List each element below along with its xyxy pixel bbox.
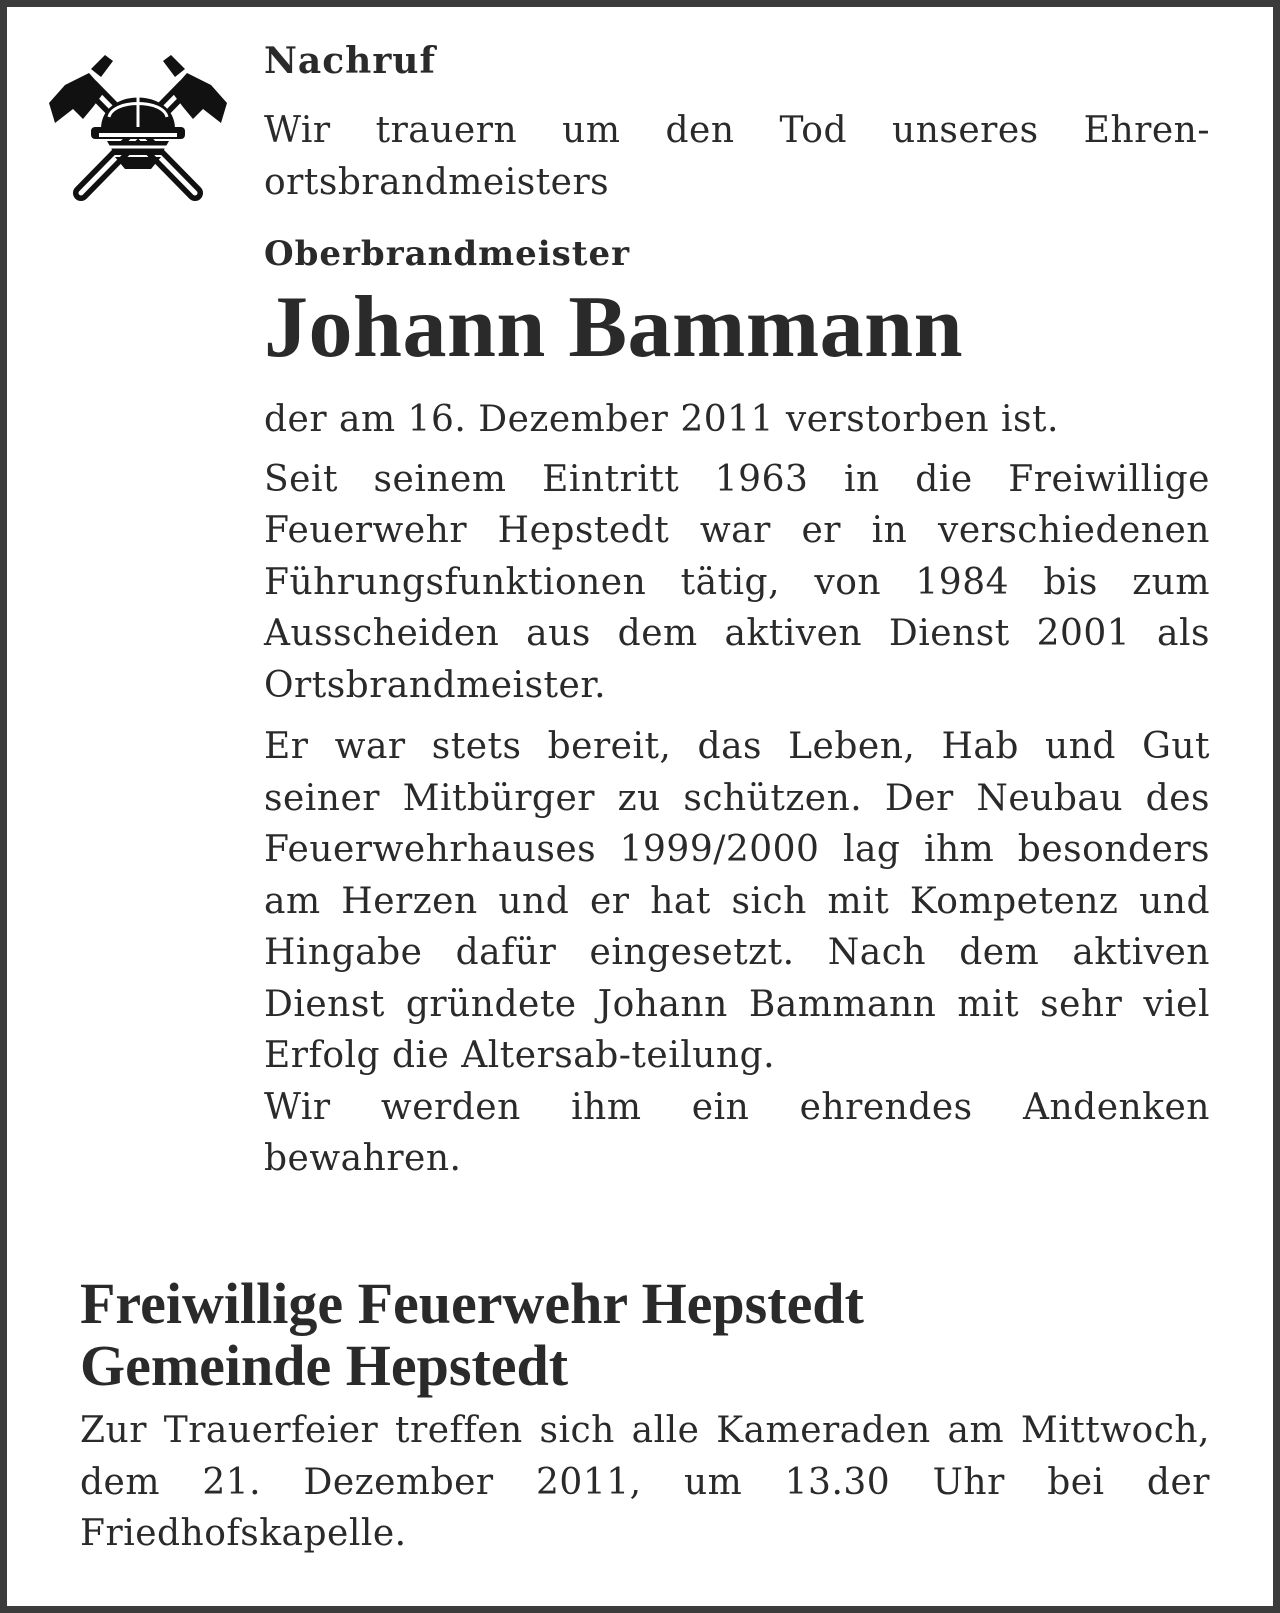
funeral-info: Zur Trauerfeier treffen sich alle Kameraden am Mittwoch, dem 21. Dezember 2011, um 13.30 Uhr bei der Friedhofskapelle. xyxy=(80,1410,1210,1554)
notice-content xyxy=(264,39,1210,1185)
death-date-text: der am 16. Dezember 2011 verstorben ist. xyxy=(264,399,1059,440)
signatories-block xyxy=(80,1273,1210,1560)
fire-brigade-emblem-icon xyxy=(43,43,233,203)
remembrance-text: Wir werden ihm ein ehrendes Andenken bewahren. xyxy=(264,1086,1210,1179)
career-paragraph: Seit seinem Eintritt 1963 in die Freiwillige Feuerwehr Hepstedt war er in verschiedenen Führungsfunktionen tätig, von 1984 bis zum Ausscheiden aus dem aktiven Dienst 2001 als Ortsbrandmeister. xyxy=(264,458,1210,706)
notice-body xyxy=(15,15,1265,1598)
deceased-name: Johann Bammann xyxy=(264,279,964,376)
intro-text: Wir trauern um den Tod unseres Ehren-ortsbrandmeisters xyxy=(264,110,1210,203)
notice-title: Nachruf xyxy=(264,40,436,82)
merit-paragraph: Er war stets bereit, das Leben, Hab und Gut seiner Mitbürger zu schützen. Der Neubau des Feuerwehrhauses 1999/2000 lag ihm besonders am Herzen und er hat sich mit Kompetenz und Hingabe dafür eingesetzt. Nach dem aktiven Dienst gründete Johann Bammann mit sehr viel Erfolg die Altersab-teilung. xyxy=(264,726,1210,1076)
signatory-fire-brigade: Freiwillige Feuerwehr Hepstedt xyxy=(80,1271,864,1336)
signatory-municipality: Gemeinde Hepstedt xyxy=(80,1333,569,1398)
deceased-rank: Oberbrandmeister xyxy=(264,234,631,274)
